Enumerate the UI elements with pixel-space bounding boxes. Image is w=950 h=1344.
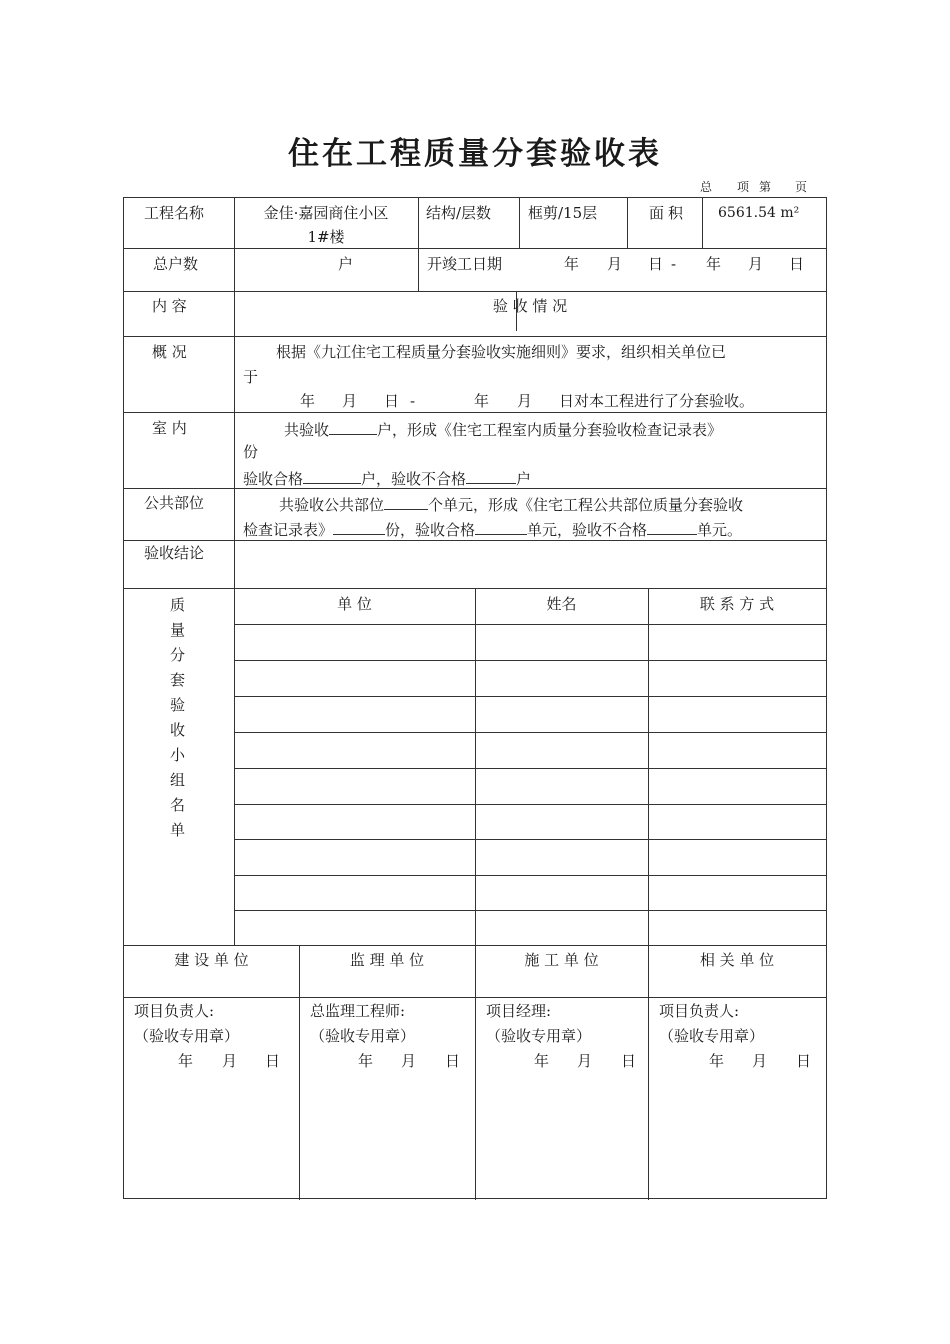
party-role-label: 项目负责人: — [134, 1002, 215, 1020]
team-label-char: 套 — [170, 671, 186, 689]
team-label-char: 名 — [170, 796, 186, 814]
sign-month: 月 — [222, 1052, 238, 1070]
sign-month: 月 — [577, 1052, 593, 1070]
page-total-label: 总 — [700, 180, 713, 194]
stamp-label: （验收专用章） — [659, 1027, 765, 1045]
overview-month-start: 月 — [342, 392, 358, 410]
period-month-end: 月 — [748, 255, 764, 273]
team-label-char: 单 — [170, 821, 186, 839]
overview-label: 概 况 — [152, 343, 187, 361]
sign-year: 年 — [534, 1052, 550, 1070]
public-area-text-line1: 共验收公共部位 个单元，形成《住宅工程公共部位质量分套验收 — [279, 493, 743, 515]
project-name-label: 工程名称 — [144, 204, 205, 222]
team-label-char: 小 — [170, 746, 186, 764]
acceptance-form — [123, 197, 827, 1199]
period-year-end: 年 — [706, 255, 722, 273]
structure-value: 框剪/15层 — [528, 204, 598, 222]
project-name-value: 金佳·嘉园商住小区 — [263, 204, 389, 222]
page-number-label: 第 — [759, 180, 772, 194]
sign-year: 年 — [178, 1052, 194, 1070]
overview-day-start: 日 — [384, 392, 400, 410]
stamp-label: （验收专用章） — [134, 1027, 240, 1045]
overview-year-end: 年 — [474, 392, 490, 410]
party-role-label: 项目负责人: — [659, 1002, 740, 1020]
page-title: 住在工程质量分套验收表 — [288, 136, 662, 172]
households-label: 总户数 — [153, 255, 199, 273]
sign-day: 日 — [796, 1052, 812, 1070]
sign-year: 年 — [358, 1052, 374, 1070]
sign-year: 年 — [709, 1052, 725, 1070]
sign-month: 月 — [401, 1052, 417, 1070]
overview-year-start: 年 — [300, 392, 316, 410]
period-day-start: 日 — [648, 255, 664, 273]
page-item-label: 项 — [737, 180, 750, 194]
team-col-name: 姓名 — [546, 595, 577, 613]
team-label-char: 收 — [170, 721, 186, 739]
overview-month-end: 月 — [517, 392, 533, 410]
content-label: 内 容 — [152, 297, 187, 315]
households-unit: 户 — [338, 255, 354, 273]
party-role-label: 总监理工程师: — [310, 1002, 406, 1020]
period-day-end: 日 — [789, 255, 805, 273]
overview-text-line2: 于 — [243, 368, 259, 386]
sign-month: 月 — [752, 1052, 768, 1070]
public-area-text-line2: 检查记录表》 份，验收合格 单元，验收不合格 单元。 — [243, 518, 742, 540]
stamp-label: （验收专用章） — [486, 1027, 592, 1045]
public-area-label: 公共部位 — [144, 494, 205, 512]
indoor-text-line1: 共验收 户，形成《住宅工程室内质量分套验收检查记录表》 — [284, 418, 722, 440]
party-header-supervision-unit: 监 理 单 位 — [349, 951, 425, 969]
party-header-construction-unit: 建 设 单 位 — [174, 951, 249, 969]
overview-text-end: 日对本工程进行了分套验收。 — [559, 392, 755, 410]
sign-day: 日 — [445, 1052, 461, 1070]
team-label-char: 验 — [170, 696, 186, 714]
construction-period-label: 开竣工日期 — [427, 255, 503, 273]
indoor-label: 室 内 — [152, 419, 187, 437]
period-dash: - — [671, 255, 677, 273]
sign-day: 日 — [621, 1052, 637, 1070]
overview-text-line1: 根据《九江住宅工程质量分套验收实施细则》要求，组织相关单位已 — [276, 343, 727, 361]
party-header-builder-unit: 施 工 单 位 — [524, 951, 599, 969]
structure-label: 结构/层数 — [426, 204, 492, 222]
content-value: 验 收 情 况 — [492, 297, 568, 315]
team-col-contact: 联 系 方 式 — [699, 595, 775, 613]
overview-dash: - — [410, 392, 416, 410]
area-label: 面积 — [649, 204, 688, 222]
conclusion-label: 验收结论 — [144, 544, 205, 562]
period-year-start: 年 — [564, 255, 580, 273]
period-month-start: 月 — [607, 255, 623, 273]
area-value: 6561.54 m² — [718, 205, 800, 221]
party-role-label: 项目经理: — [486, 1002, 552, 1020]
project-name-value-line2: 1#楼 — [307, 228, 345, 246]
party-header-related-unit: 相 关 单 位 — [699, 951, 775, 969]
indoor-text-line2: 份 — [243, 443, 259, 461]
team-label-char: 组 — [170, 771, 186, 789]
team-label-char: 量 — [170, 621, 186, 639]
team-label-char: 质 — [170, 596, 186, 614]
team-label-char: 分 — [170, 646, 186, 664]
sign-day: 日 — [265, 1052, 281, 1070]
page-page-label: 页 — [795, 180, 808, 194]
indoor-text-line3: 验收合格 户，验收不合格 户 — [243, 467, 531, 489]
team-col-unit: 单 位 — [337, 595, 372, 613]
stamp-label: （验收专用章） — [310, 1027, 416, 1045]
